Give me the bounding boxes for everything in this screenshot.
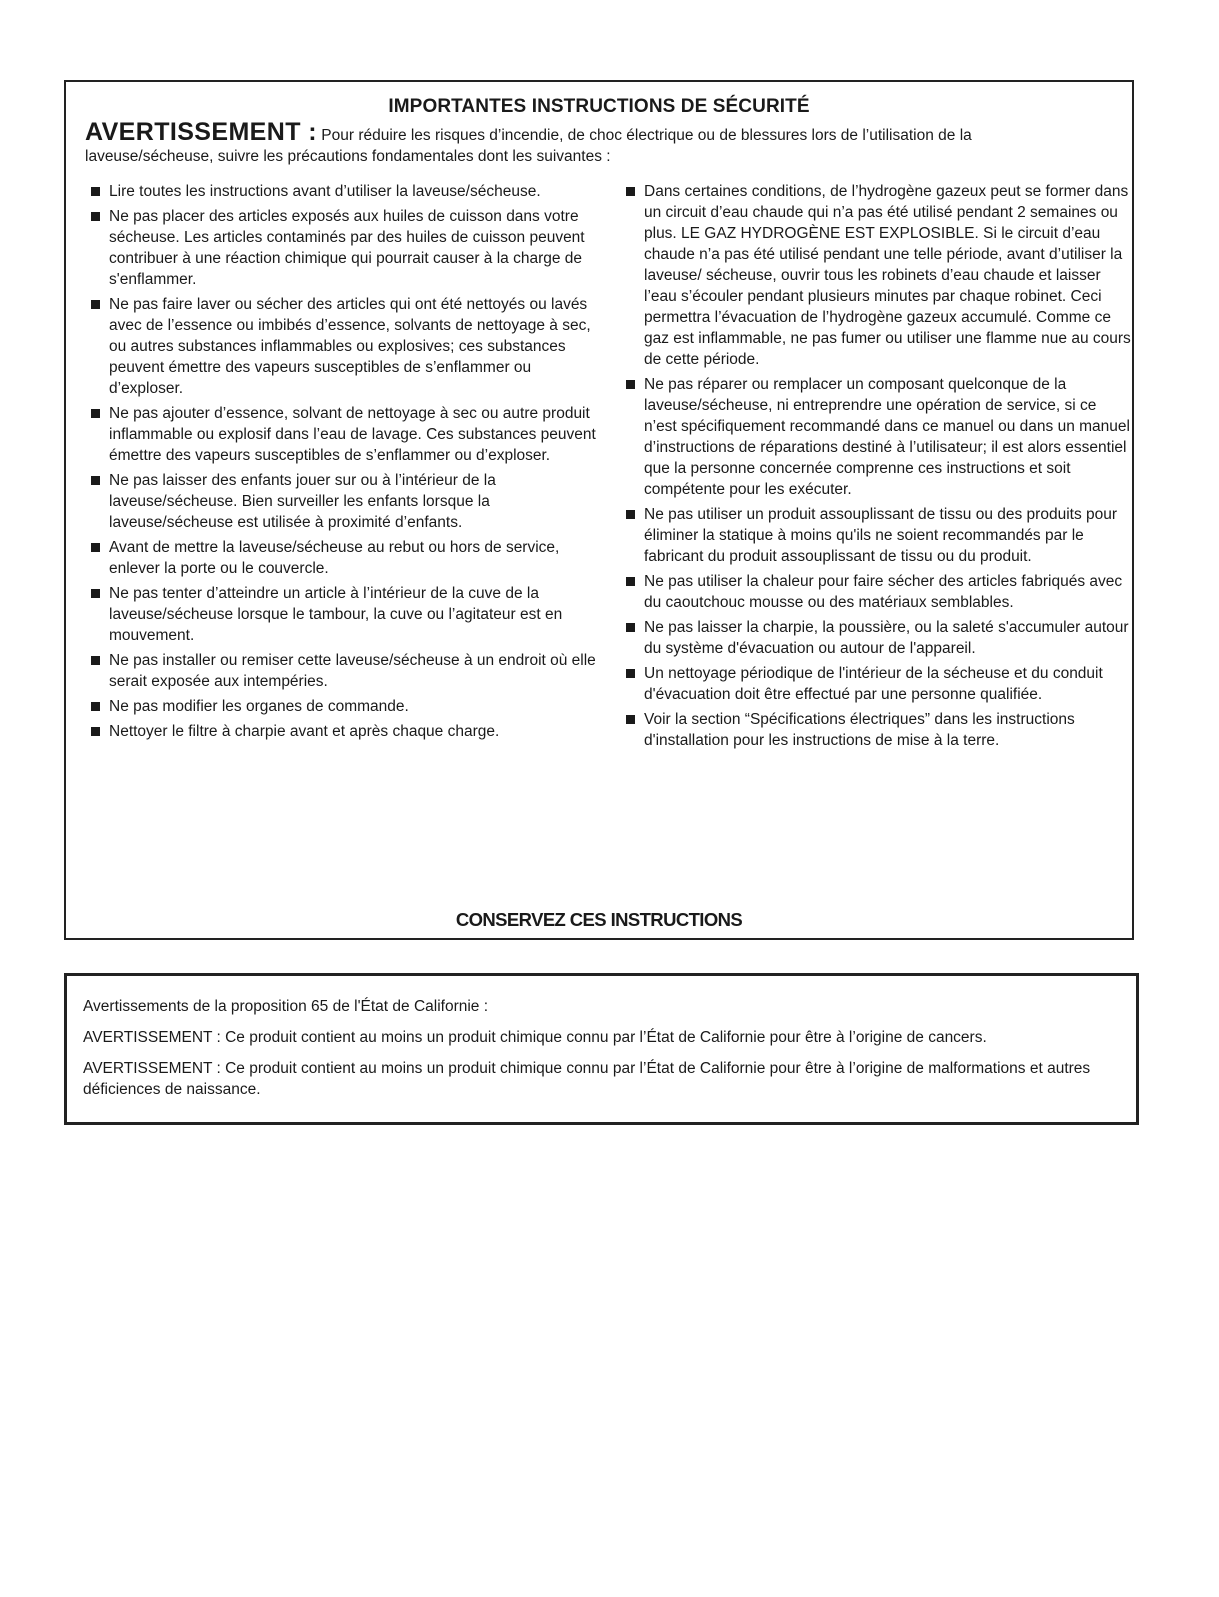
prop65-cancer-warning: AVERTISSEMENT : Ce produit contient au moins un produit chimique connu par l’État de Californie pour être à l’origine de cancers. (83, 1029, 987, 1046)
list-item: Ne pas laisser la charpie, la poussière, ou la saleté s'accumuler autour du système d'évacuation ou autour de l'appareil. (626, 617, 1131, 659)
list-item: Voir la section “Spécifications électriques” dans les instructions d'installation pour les instructions de mise à la terre. (626, 709, 1131, 751)
save-instructions-footer: CONSERVEZ CES INSTRUCTIONS (455, 909, 743, 930)
square-bullet-icon (91, 656, 100, 665)
square-bullet-icon (626, 669, 635, 678)
list-item: Un nettoyage périodique de l'intérieur de la sécheuse et du conduit d'évacuation doit être effectué par une personne qualifiée. (626, 663, 1131, 705)
square-bullet-icon (626, 715, 635, 724)
safety-title: IMPORTANTES INSTRUCTIONS DE SÉCURITÉ (388, 96, 810, 117)
list-item: Ne pas utiliser la chaleur pour faire sécher des articles fabriqués avec du caoutchouc mousse ou des matériaux semblables. (626, 571, 1131, 613)
square-bullet-icon (91, 702, 100, 711)
warning-intro-text: Pour réduire les risques d’incendie, de choc électrique ou de blessures lors de l’utilisation de la laveuse/sécheuse, suivre les précautions fondamentales dont les suivantes : (85, 127, 972, 165)
list-item: Nettoyer le filtre à charpie avant et après chaque charge. (91, 721, 601, 742)
square-bullet-icon (91, 543, 100, 552)
square-bullet-icon (626, 187, 635, 196)
prop65-warning-box (64, 973, 1139, 1125)
list-item: Ne pas ajouter d’essence, solvant de nettoyage à sec ou autre produit inflammable ou explosif dans l’eau de lavage. Ces substances peuvent émettre des vapeurs susceptibles de s’enflammer ou d’exploser. (91, 403, 601, 466)
square-bullet-icon (626, 380, 635, 389)
list-item: Ne pas réparer ou remplacer un composant quelconque de la laveuse/sécheuse, ni entreprendre une opération de service, si ce n’est spécifiquement recommandé dans ce manuel ou dans un manuel d’instructions de réparations destiné à l’utilisateur; il est alors essentiel que la personne concernée comprenne ces instructions et soit compétente pour les exécuter. (626, 374, 1131, 500)
warning-label: AVERTISSEMENT : (85, 118, 317, 146)
list-item: Ne pas laisser des enfants jouer sur ou à l’intérieur de la laveuse/sécheuse. Bien surveiller les enfants lorsque la laveuse/sécheuse est utilisée à proximité d’enfants. (91, 470, 601, 533)
warning-intro (85, 118, 1092, 167)
square-bullet-icon (91, 187, 100, 196)
square-bullet-icon (626, 623, 635, 632)
prop65-heading: Avertissements de la proposition 65 de l'État de Californie : (83, 998, 489, 1015)
list-item: Dans certaines conditions, de l’hydrogène gazeux peut se former dans un circuit d’eau chaude qui n’a pas été utilisé pendant 2 semaines ou plus. LE GAZ HYDROGÈNE EST EXPLOSIBLE. Si le circuit d’eau chaude n’a pas été utilisé pendant une telle période, avant d’utiliser la laveuse/ sécheuse, ouvrir tous les robinets d’eau chaude et laisser l’eau s’écouler pendant plusieurs minutes par chaque robinet. Ceci permettra l’évacuation de l’hydrogène gazeux accumulé. Comme ce gaz est inflammable, ne pas fumer ou utiliser une flamme nue au cours de cette période. (626, 181, 1131, 370)
safety-instructions-box (64, 80, 1134, 940)
square-bullet-icon (626, 577, 635, 586)
prop65-birth-defect-warning: AVERTISSEMENT : Ce produit contient au moins un produit chimique connu par l’État de Californie pour être à l’origine de malformations et autres déficiences de naissance. (83, 1060, 1091, 1098)
square-bullet-icon (91, 409, 100, 418)
square-bullet-icon (91, 300, 100, 309)
list-item: Lire toutes les instructions avant d’utiliser la laveuse/sécheuse. (91, 181, 601, 202)
list-item: Ne pas utiliser un produit assouplissant de tissu ou des produits pour éliminer la statique à moins qu'ils ne soient recommandés par le fabricant du produit assouplissant de tissu ou du produit. (626, 504, 1131, 567)
list-item: Ne pas installer ou remiser cette laveuse/sécheuse à un endroit où elle serait exposée aux intempéries. (91, 650, 601, 692)
list-item: Avant de mettre la laveuse/sécheuse au rebut ou hors de service, enlever la porte ou le couvercle. (91, 537, 601, 579)
square-bullet-icon (91, 589, 100, 598)
square-bullet-icon (91, 476, 100, 485)
list-item: Ne pas placer des articles exposés aux huiles de cuisson dans votre sécheuse. Les articles contaminés par des huiles de cuisson peuvent contribuer à une réaction chimique qui pourrait causer à la charge de s'enflammer. (91, 206, 601, 290)
list-item: Ne pas modifier les organes de commande. (91, 696, 601, 717)
square-bullet-icon (626, 510, 635, 519)
list-item: Ne pas faire laver ou sécher des articles qui ont été nettoyés ou lavés avec de l’essence ou imbibés d’essence, solvants de nettoyage à sec, ou autres substances inflammables ou explosives; ces substances peuvent émettre des vapeurs susceptibles de s’enflammer ou d’exploser. (91, 294, 601, 399)
right-instruction-list (626, 181, 1131, 755)
square-bullet-icon (91, 212, 100, 221)
list-item: Ne pas tenter d’atteindre un article à l’intérieur de la cuve de la laveuse/sécheuse lorsque le tambour, la cuve ou l’agitateur est en mouvement. (91, 583, 601, 646)
left-instruction-list (91, 181, 601, 746)
square-bullet-icon (91, 727, 100, 736)
